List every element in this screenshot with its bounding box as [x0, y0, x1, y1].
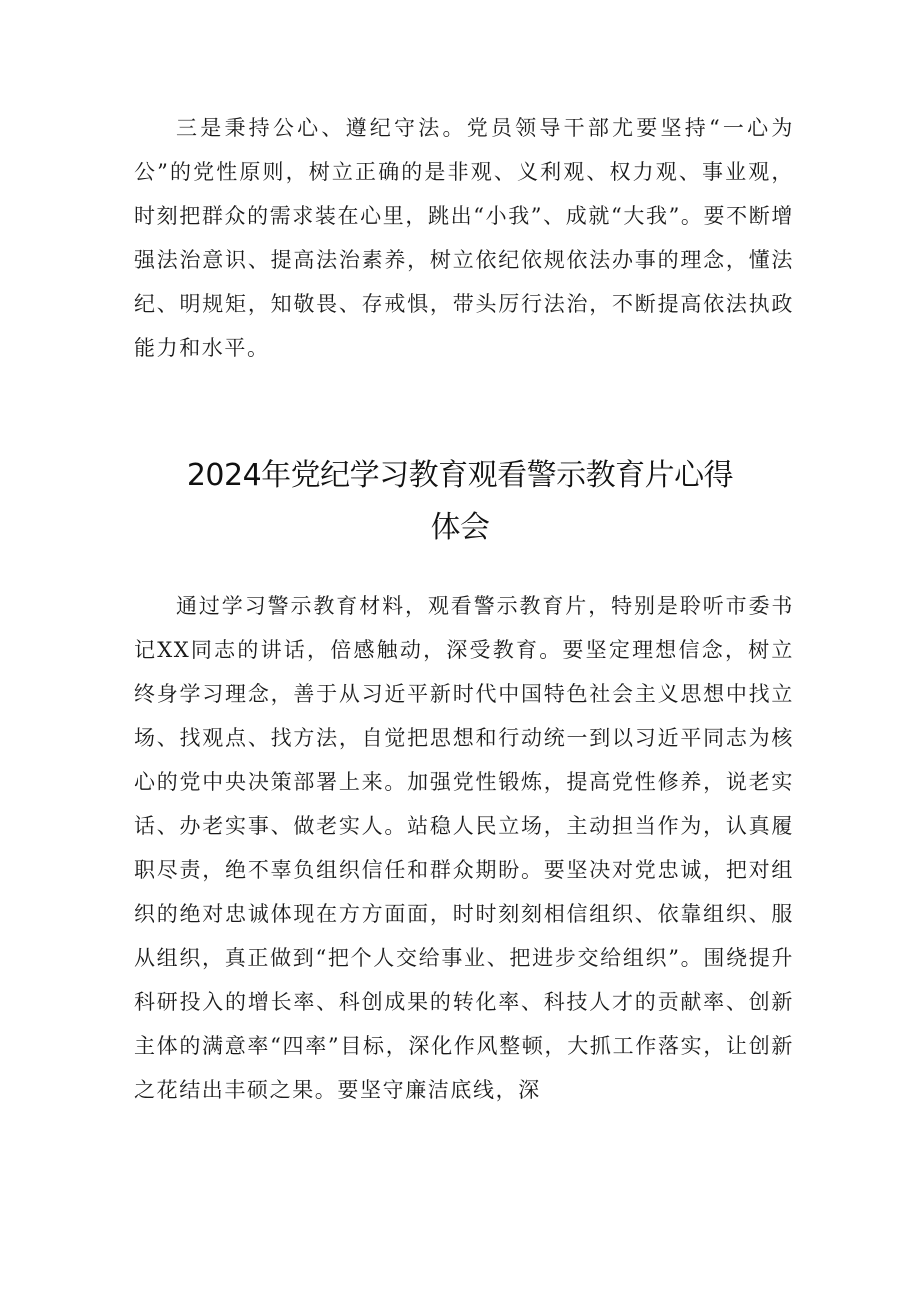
title-line-1: 2024年党纪学习教育观看警示教育片心得	[186, 458, 734, 493]
body-paragraph-upper: 三是秉持公心、遵纪守法。党员领导干部尤要坚持“一心为公”的党性原则，树立正确的是非观、义利观、权力观、事业观，时刻把群众的需求装在心里，跳出“小我”、成就“大我”。要不断增强法治意识、提高法治素养，树立依纪依规依法办事的理念，懂法纪、明规矩，知敬畏、存戒惧，带头厉行法治，不断提高依法执政能力和水平。	[134, 116, 794, 360]
document-title	[110, 450, 810, 554]
title-line-2: 体会	[430, 510, 490, 545]
body-paragraph-lower: 通过学习警示教育材料，观看警示教育片，特别是聆听市委书记XX同志的讲话，倍感触动，深受教育。要坚定理想信念，树立终身学习理念，善于从习近平新时代中国特色社会主义思想中找立场、找观点、找方法，自觉把思想和行动统一到以习近平同志为核心的党中央决策部署上来。加强党性锻炼，提高党性修养，说老实话、办老实事、做老实人。站稳人民立场，主动担当作为，认真履职尽责，绝不辜负组织信任和群众期盼。要坚决对党忠诚，把对组织的绝对忠诚体现在方方面面，时时刻刻相信组织、依靠组织、服从组织，真正做到“把个人交给事业、把进步交给组织”。围绕提升科研投入的增长率、科创成果的转化率、科技人才的贡献率、创新主体的满意率“四率”目标，深化作风整顿，大抓工作落实，让创新之花结出丰硕之果。要坚守廉洁底线，深	[134, 594, 794, 1102]
